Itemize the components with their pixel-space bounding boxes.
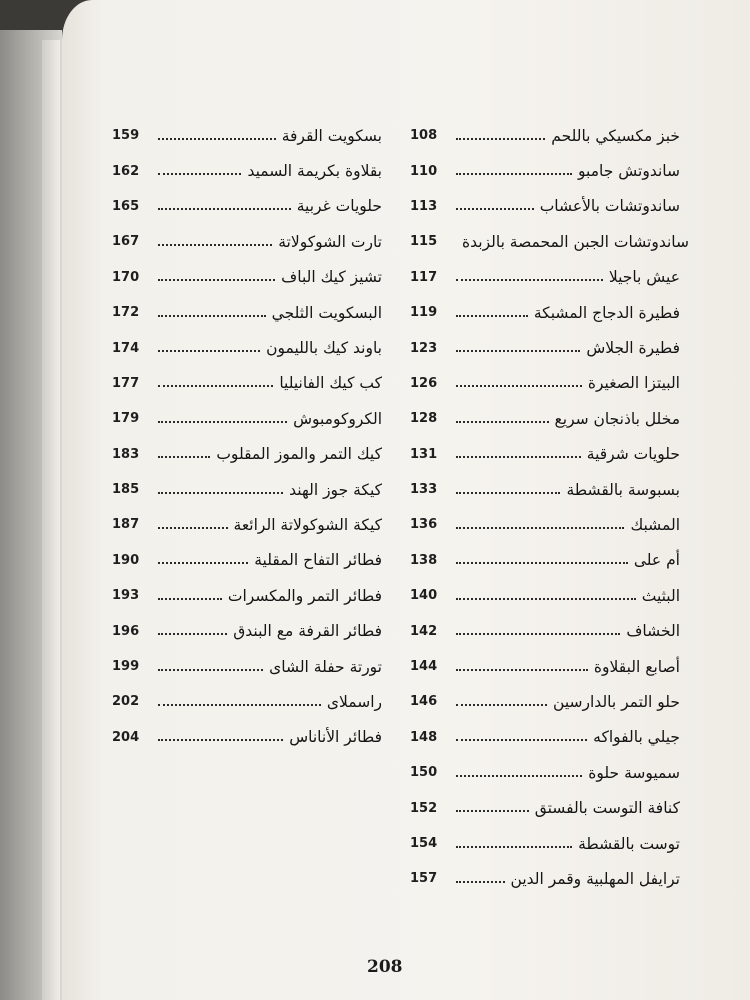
toc-title: الخشاف	[626, 622, 680, 641]
toc-column-right	[410, 118, 689, 897]
toc-leader-dots	[456, 315, 528, 317]
toc-title: فطائر التمر والمكسرات	[227, 586, 382, 605]
toc-entry	[112, 472, 382, 507]
toc-leader-dots	[158, 138, 276, 140]
toc-title: توست بالقشطة	[578, 834, 680, 853]
toc-page-number: 165	[112, 198, 140, 214]
toc-leader-dots	[456, 704, 547, 706]
toc-entry	[410, 295, 680, 330]
toc-page-number: 128	[410, 411, 438, 427]
toc-leader-dots	[158, 350, 260, 352]
toc-page-number: 172	[112, 305, 140, 321]
toc-title: البسكويت الثلجي	[271, 303, 382, 322]
toc-title: كيكة جوز الهند	[289, 480, 382, 499]
toc-entry	[410, 366, 680, 401]
toc-leader-dots	[158, 385, 273, 387]
toc-leader-dots	[158, 739, 283, 741]
toc-page-number: 150	[410, 765, 438, 781]
toc-entry	[410, 543, 680, 578]
book-page	[62, 0, 750, 1000]
toc-page-number: 183	[112, 446, 140, 462]
toc-title: تورتة حفلة الشاى	[269, 657, 382, 676]
toc-page-number: 179	[112, 411, 140, 427]
toc-leader-dots	[456, 138, 545, 140]
toc-leader-dots	[158, 562, 248, 564]
toc-entry	[112, 330, 382, 365]
toc-entry	[410, 613, 680, 648]
toc-title: باوند كيك بالليمون	[266, 339, 382, 358]
toc-leader-dots	[456, 846, 572, 848]
toc-entry	[112, 684, 382, 719]
toc-title: حلويات شرقية	[586, 445, 680, 464]
toc-leader-dots	[456, 775, 582, 777]
toc-page-number: 185	[112, 482, 140, 498]
toc-page-number: 202	[112, 694, 140, 710]
toc-title: ساندوتشات الجبن المحمصة بالزبدة	[462, 232, 689, 251]
toc-leader-dots	[456, 385, 582, 387]
toc-leader-dots	[456, 810, 529, 812]
toc-page-number: 199	[112, 659, 140, 675]
toc-title: البيتزا الصغيرة	[587, 374, 680, 393]
toc-entry	[410, 755, 680, 790]
toc-title: بسبوسة بالقشطة	[566, 480, 680, 499]
toc-leader-dots	[456, 208, 534, 210]
toc-page-number: 110	[410, 163, 438, 179]
toc-title: تشيز كيك الباف	[281, 268, 382, 287]
toc-title: ساندوتش جامبو	[578, 162, 680, 181]
toc-entry	[410, 401, 680, 436]
toc-leader-dots	[158, 421, 287, 423]
toc-page-number: 204	[112, 729, 140, 745]
toc-title: فطيرة الدجاج المشبكة	[533, 303, 680, 322]
toc-entry	[112, 224, 382, 259]
toc-entry	[410, 684, 680, 719]
toc-entry	[112, 401, 382, 436]
toc-title: تارت الشوكولاتة	[278, 232, 382, 251]
toc-leader-dots	[158, 315, 266, 317]
toc-page-number: 157	[410, 871, 438, 887]
toc-leader-dots	[456, 739, 587, 741]
toc-entry	[112, 649, 382, 684]
toc-title: فطائر القرفة مع البندق	[233, 622, 382, 641]
toc-entry	[410, 153, 680, 188]
toc-entry	[410, 649, 680, 684]
toc-title: راسملاى	[326, 692, 382, 711]
toc-entry	[112, 295, 382, 330]
toc-page-number: 193	[112, 588, 140, 604]
toc-leader-dots	[158, 704, 321, 706]
toc-page-number: 108	[410, 128, 438, 144]
toc-title: حلو التمر بالدارسين	[553, 692, 680, 711]
toc-entry	[410, 330, 680, 365]
toc-title: سميوسة حلوة	[588, 763, 680, 782]
toc-title: فطيرة الجلاش	[586, 339, 680, 358]
toc-entry	[112, 543, 382, 578]
toc-page-number: 170	[112, 269, 140, 285]
toc-leader-dots	[158, 527, 228, 529]
toc-page-number: 162	[112, 163, 140, 179]
toc-page-number: 126	[410, 375, 438, 391]
toc-title: أصابع البقلاوة	[593, 657, 680, 676]
toc-leader-dots	[456, 598, 636, 600]
toc-entry	[410, 578, 680, 613]
toc-page-number: 148	[410, 729, 438, 745]
toc-page-number: 138	[410, 552, 438, 568]
toc-leader-dots	[158, 173, 241, 175]
toc-page-number: 159	[112, 128, 140, 144]
toc-leader-dots	[158, 598, 222, 600]
toc-leader-dots	[158, 492, 283, 494]
toc-title: مخلل باذنجان سريع	[554, 409, 680, 428]
page-number: 208	[367, 957, 403, 977]
toc-title: بسكويت القرفة	[281, 126, 382, 145]
toc-entry	[112, 437, 382, 472]
toc-entry	[410, 472, 680, 507]
toc-title: حلويات غربية	[296, 197, 382, 216]
toc-page-number: 113	[410, 198, 438, 214]
toc-page-number: 152	[410, 800, 438, 816]
toc-leader-dots	[456, 633, 620, 635]
toc-page-number: 196	[112, 623, 140, 639]
toc-title: كيك التمر والموز المقلوب	[216, 445, 382, 464]
toc-page-number: 140	[410, 588, 438, 604]
toc-entry	[410, 437, 680, 472]
toc-entry	[410, 861, 680, 896]
toc-leader-dots	[456, 350, 580, 352]
toc-entry	[112, 260, 382, 295]
toc-page-number: 174	[112, 340, 140, 356]
toc-entry	[112, 720, 382, 755]
toc-page-number: 123	[410, 340, 438, 356]
toc-page-number: 115	[410, 234, 438, 250]
toc-leader-dots	[158, 279, 275, 281]
toc-page-number: 146	[410, 694, 438, 710]
toc-title: المشبك	[630, 515, 680, 534]
toc-entry	[410, 189, 680, 224]
toc-page-number: 136	[410, 517, 438, 533]
toc-page-number: 154	[410, 836, 438, 851]
toc-entry	[112, 507, 382, 542]
toc-column-left	[112, 118, 382, 755]
toc-title: كيكة الشوكولاتة الرائعة	[233, 515, 382, 534]
toc-title: جيلي بالفواكه	[593, 728, 680, 747]
toc-title: كنافة التوست بالفستق	[534, 799, 680, 818]
toc-title: أم على	[633, 551, 680, 570]
toc-title: البثيث	[641, 586, 680, 605]
toc-title: فطائر التفاح المقلية	[254, 551, 382, 570]
toc-leader-dots	[456, 562, 628, 564]
toc-leader-dots	[456, 456, 581, 458]
toc-leader-dots	[158, 633, 227, 635]
toc-title: ساندوتشات بالأعشاب	[539, 197, 680, 216]
toc-leader-dots	[158, 208, 291, 210]
book-page-stack	[42, 40, 60, 1000]
toc-title: عيش باجيلا	[608, 268, 680, 287]
toc-entry	[410, 260, 680, 295]
toc-entry	[410, 224, 689, 259]
toc-entry	[112, 613, 382, 648]
toc-page-number: 144	[410, 659, 438, 675]
toc-title: ترايفل المهلبية وقمر الدين	[510, 869, 680, 888]
toc-leader-dots	[158, 669, 263, 671]
toc-leader-dots	[158, 456, 210, 458]
toc-leader-dots	[456, 421, 549, 423]
toc-leader-dots	[456, 279, 603, 281]
toc-leader-dots	[456, 527, 624, 529]
toc-leader-dots	[456, 881, 505, 883]
toc-entry	[112, 189, 382, 224]
toc-entry	[410, 826, 680, 861]
toc-entry	[410, 720, 680, 755]
toc-title: خبز مكسيكي باللحم	[551, 126, 680, 145]
toc-leader-dots	[456, 669, 588, 671]
toc-leader-dots	[158, 244, 272, 246]
toc-title: بقلاوة بكريمة السميد	[247, 162, 382, 181]
toc-title: فطائر الأناناس	[289, 728, 382, 747]
toc-entry	[410, 507, 680, 542]
toc-page-number: 190	[112, 552, 140, 568]
toc-leader-dots	[456, 173, 572, 175]
toc-leader-dots	[456, 492, 560, 494]
toc-entry	[410, 790, 680, 825]
toc-entry	[112, 366, 382, 401]
toc-page-number: 142	[410, 623, 438, 639]
toc-page-number: 117	[410, 269, 438, 285]
toc-page-number: 167	[112, 234, 140, 250]
toc-page-number: 119	[410, 305, 438, 321]
toc-title: كب كيك الفانيليا	[279, 374, 382, 393]
toc-page-number: 177	[112, 375, 140, 391]
toc-entry	[112, 118, 382, 153]
toc-page-number: 131	[410, 446, 438, 462]
toc-page-number: 133	[410, 482, 438, 498]
toc-entry	[112, 153, 382, 188]
toc-page-number: 187	[112, 517, 140, 533]
toc-entry	[410, 118, 680, 153]
toc-title: الكروكومبوش	[293, 409, 382, 428]
toc-entry	[112, 578, 382, 613]
